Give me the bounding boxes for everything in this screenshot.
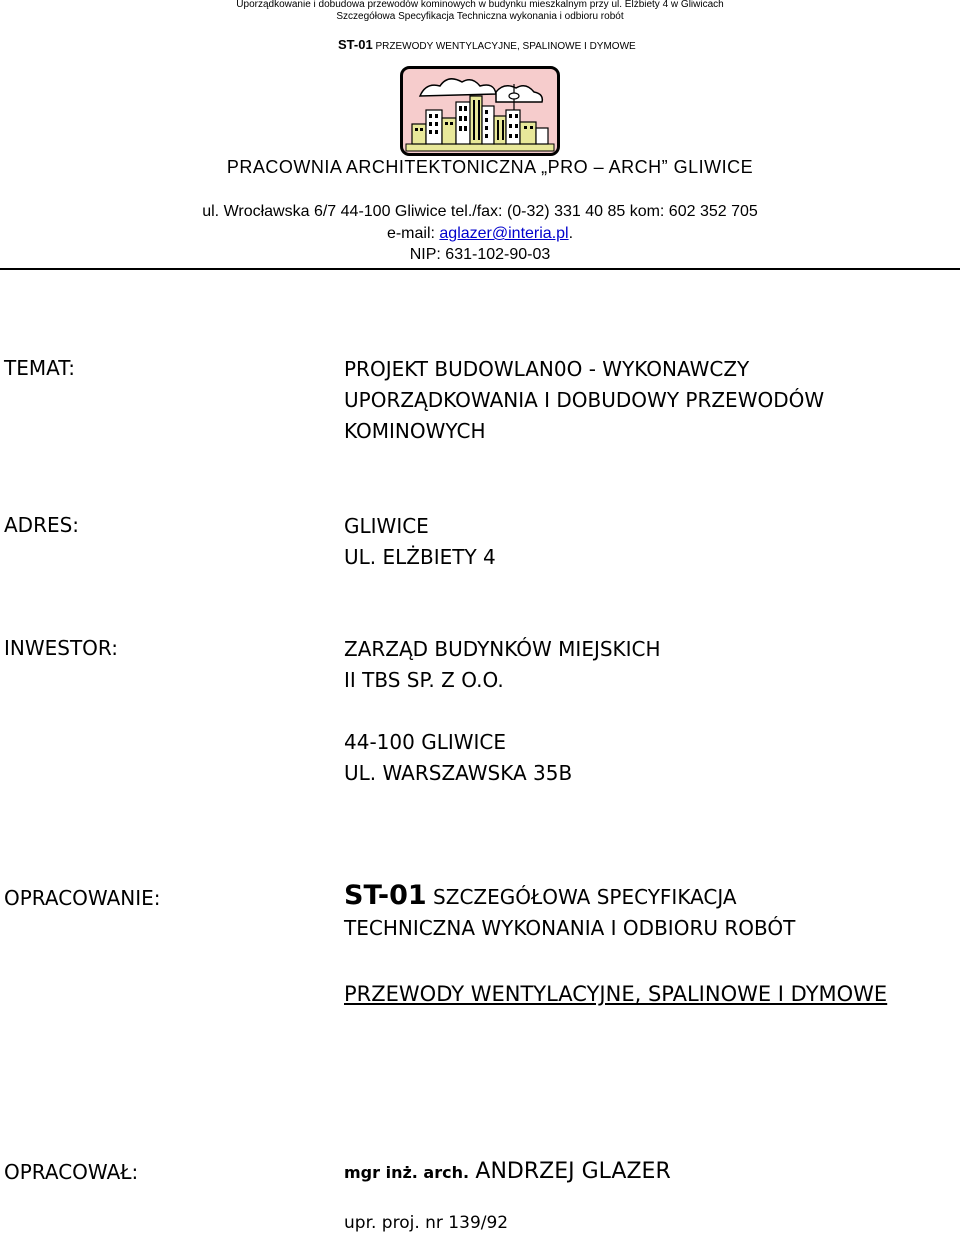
firm-address: ul. Wrocławska 6/7 44-100 Gliwice tel./fax: (0-32) 331 40 85 kom: 602 352 705 [202, 203, 758, 220]
firm-logo-icon [400, 66, 560, 161]
header-divider [0, 268, 960, 270]
firm-nip: NIP: 631-102-90-03 [409, 246, 551, 263]
adres-label: ADRES: [4, 513, 80, 537]
inwestor-value [344, 634, 661, 696]
opracowanie-line-1 [344, 880, 795, 913]
author-title: mgr inż. arch. [344, 1163, 470, 1182]
email-label: e-mail: [386, 225, 440, 242]
author-license: upr. proj. nr 139/92 [344, 1213, 509, 1233]
adres-value [344, 511, 496, 573]
inwestor-address [344, 727, 572, 789]
running-header-st [338, 38, 636, 54]
running-header-line1: Uporządkowanie i dobudowa przewodów kominowych w budynku mieszkalnym przy ul. Elżbiety 4 w Gliwicach [236, 0, 724, 10]
adres-line-2: UL. ELŻBIETY 4 [344, 545, 496, 569]
opracowanie-code: ST-01 [344, 880, 427, 911]
st-code: ST-01 [338, 37, 373, 52]
opracowanie-label: OPRACOWANIE: [4, 886, 161, 910]
temat-line-1: PROJEKT BUDOWLAN0O - WYKONAWCZY [344, 357, 750, 381]
inwestor-line-1: ZARZĄD BUDYNKÓW MIEJSKICH [344, 637, 661, 661]
opracowal-value [344, 1156, 671, 1188]
st-title: PRZEWODY WENTYLACYJNE, SPALINOWE I DYMOWE [375, 41, 636, 52]
inwestor-label: INWESTOR: [4, 636, 118, 660]
email-tail: . [568, 225, 574, 242]
firm-email-line [0, 225, 960, 243]
opracowanie-line-1-rest: SZCZEGÓŁOWA SPECYFIKACJA [433, 885, 737, 909]
adres-line-1: GLIWICE [344, 514, 429, 538]
opracowal-label: OPRACOWAŁ: [4, 1160, 139, 1184]
temat-value [344, 354, 824, 447]
inwestor-address-line-2: UL. WARSZAWSKA 35B [344, 761, 573, 785]
author-name: ANDRZEJ GLAZER [475, 1159, 671, 1184]
opracowanie-value [344, 880, 795, 944]
inwestor-line-2: II TBS SP. Z O.O. [344, 668, 504, 692]
inwestor-address-line-1: 44-100 GLIWICE [344, 730, 507, 754]
temat-label: TEMAT: [4, 356, 75, 380]
opracowanie-subtitle: PRZEWODY WENTYLACYJNE, SPALINOWE I DYMOWE [344, 982, 888, 1006]
running-header-line2: Szczegółowa Specyfikacja Techniczna wykonania i odbioru robót [336, 11, 624, 22]
firm-name: PRACOWNIA ARCHITEKTONICZNA „PRO – ARCH” GLIWICE [226, 157, 754, 177]
temat-line-3: KOMINOWYCH [344, 419, 486, 443]
temat-line-2: UPORZĄDKOWANIA I DOBUDOWY PRZEWODÓW [344, 388, 825, 412]
opracowanie-line-2: TECHNICZNA WYKONANIA I ODBIORU ROBÓT [344, 916, 796, 940]
email-link[interactable]: aglazer@interia.pl [439, 225, 569, 242]
